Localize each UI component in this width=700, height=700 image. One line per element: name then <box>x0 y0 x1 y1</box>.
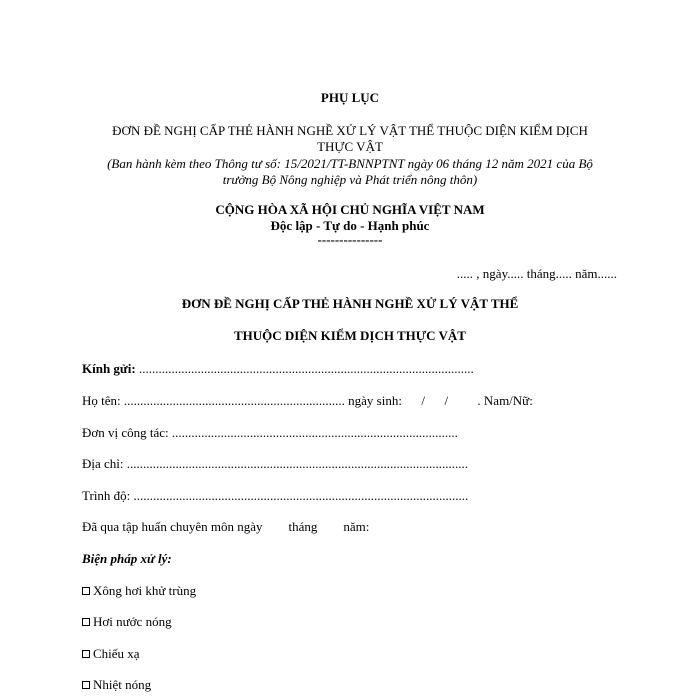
treatment-option-fumigation <box>82 583 196 599</box>
issued-note-line-1: (Ban hành kèm theo Thông tư số: 15/2021/TT-BNNPTNT ngày 06 tháng 12 năm 2021 của Bộ <box>107 156 593 171</box>
checkbox-fumigation <box>82 587 90 595</box>
slogan-divider: --------------- <box>317 232 383 247</box>
national-slogan: Độc lập - Tự do - Hạnh phúc <box>270 218 430 233</box>
issued-note-line-2: trưởng Bộ Nông nghiệp và Phát triển nông thôn) <box>222 172 478 187</box>
document-title-line-1: ĐƠN ĐỀ NGHỊ CẤP THẺ HÀNH NGHỀ XỬ LÝ VẬT THỂ <box>181 296 519 311</box>
address-field: Địa chỉ: ......................................................................................................... <box>82 456 469 471</box>
form-title-line-1: ĐƠN ĐỀ NGHỊ CẤP THẺ HÀNH NGHỀ XỬ LÝ VẬT THỂ THUỘC DIỆN KIỂM DỊCH <box>112 123 588 138</box>
form-title-line-2: THỰC VẬT <box>317 139 383 154</box>
training-date-field: Đã qua tập huấn chuyên môn ngày tháng năm: <box>82 519 370 534</box>
treatment-option-heat <box>82 677 151 693</box>
name-birthdate-field: Họ tên: .................................................................... ngày sinh: / / . Nam/Nữ: <box>82 393 533 408</box>
workplace-field: Đơn vị công tác: ........................................................................................ <box>82 425 458 440</box>
recipient-field: ....................................................................................................... <box>135 361 474 376</box>
treatment-option-irradiation <box>82 646 140 662</box>
appendix-heading: PHỤ LỤC <box>320 90 380 105</box>
checkbox-hot-steam <box>82 618 90 626</box>
option-label: Chiếu xạ <box>93 646 140 661</box>
document-title-line-2: THUỘC DIỆN KIỂM DỊCH THỰC VẬT <box>234 328 466 343</box>
recipient-line <box>82 361 474 377</box>
treatment-heading: Biện pháp xử lý: <box>82 551 172 566</box>
option-label: Nhiệt nóng <box>93 677 152 692</box>
checkbox-irradiation <box>82 650 90 658</box>
checkbox-heat <box>82 681 90 689</box>
recipient-label: Kính gửi: <box>82 361 136 376</box>
date-line: ..... , ngày..... tháng..... năm...... <box>456 266 617 281</box>
country-name: CỘNG HÒA XÃ HỘI CHỦ NGHĨA VIỆT NAM <box>215 202 485 217</box>
option-label: Hơi nước nóng <box>93 614 172 629</box>
education-field: Trình độ: ....................................................................................................... <box>82 488 469 503</box>
treatment-option-hot-steam <box>82 614 172 630</box>
option-label: Xông hơi khử trùng <box>93 583 197 598</box>
